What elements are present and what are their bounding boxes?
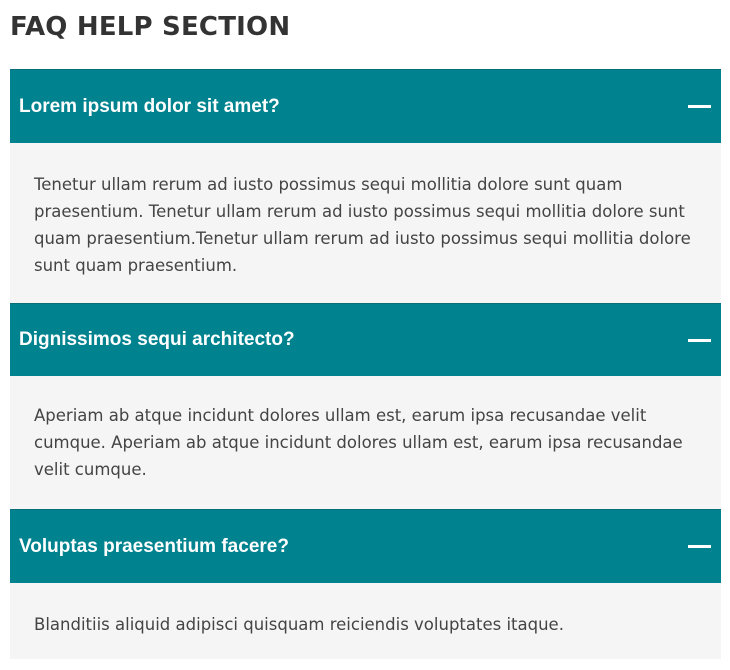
faq-item — [10, 69, 721, 303]
faq-question-label: Dignissimos sequi architecto? — [19, 329, 295, 350]
faq-question-header[interactable] — [10, 69, 721, 143]
faq-answer-panel — [10, 376, 721, 509]
faq-answer-text: Aperiam ab atque incidunt dolores ullam est, earum ipsa recusandae velit cumque. Aperiam ab atque incidunt dolores ullam est, earum ipsa recusandae velit cumque. — [34, 406, 683, 479]
page-title: FAQ HELP SECTION — [10, 12, 291, 42]
minus-icon[interactable] — [687, 540, 711, 554]
minus-icon[interactable] — [687, 100, 711, 114]
faq-question-header[interactable] — [10, 509, 721, 583]
minus-icon[interactable] — [687, 333, 711, 347]
faq-answer-panel — [10, 143, 721, 303]
faq-answer-text: Blanditiis aliquid adipisci quisquam reiciendis voluptates itaque. — [34, 615, 564, 634]
faq-answer-text: Tenetur ullam rerum ad iusto possimus sequi mollitia dolore sunt quam praesentium. Tenetur ullam rerum ad iusto possimus sequi mollitia dolore sunt quam praesentium.Tenetur ullam rerum ad iusto possimus sequi mollitia dolore sunt quam praesentium. — [34, 175, 691, 275]
faq-item — [10, 303, 721, 509]
faq-question-label: Lorem ipsum dolor sit amet? — [19, 95, 280, 117]
faq-list — [10, 69, 721, 659]
faq-answer-panel — [10, 583, 721, 659]
faq-question-label: Voluptas praesentium facere? — [19, 535, 289, 557]
faq-question-header[interactable] — [10, 303, 721, 376]
faq-item — [10, 509, 721, 659]
